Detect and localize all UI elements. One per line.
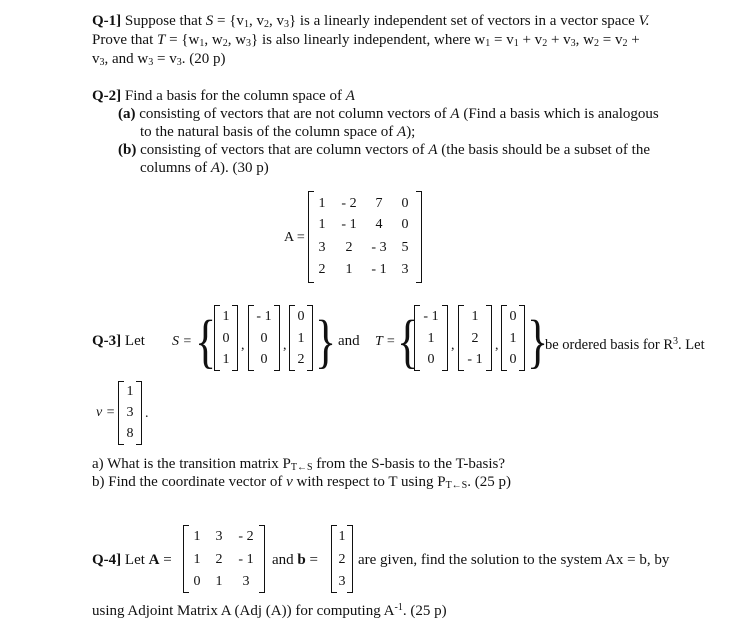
q2-part-a-line-1: (a) consisting of vectors that are not column vectors of A (Find a basis which is analogous bbox=[118, 106, 659, 122]
q3-label: Q-3] bbox=[92, 333, 122, 349]
vector-entry: 1 bbox=[222, 309, 230, 324]
q3-question-b: b) Find the coordinate vector of v with respect to T using $P_{T\leftarrow S}$. (25 p) bbox=[92, 474, 511, 491]
matrix-cell: - 2 bbox=[238, 529, 254, 544]
vector-entry: 1 bbox=[126, 384, 134, 399]
q1-line-1: Q-1] Suppose that $S = \{v_1$, $v_2$, $v_3$} is a linearly independent set of vectors in a vector space V. bbox=[92, 13, 650, 30]
s-vector-1 bbox=[214, 305, 238, 371]
right-bracket bbox=[416, 191, 422, 283]
vector-entry: 0 bbox=[260, 352, 268, 367]
t-vector-1 bbox=[414, 305, 448, 371]
vector-entry: - 1 bbox=[467, 352, 483, 367]
matrix-cell: 5 bbox=[401, 240, 409, 255]
vector-entry: 1 bbox=[297, 331, 305, 346]
q2-label: Q-2] bbox=[92, 88, 122, 104]
comma: , bbox=[451, 338, 455, 353]
matrix-cell: - 1 bbox=[238, 552, 254, 567]
q1-line-3: $v_3$, and $w_3 = v_3$. (20 p) bbox=[92, 51, 226, 68]
q4-vector-b bbox=[331, 525, 353, 593]
matrix-cell: 3 bbox=[242, 574, 250, 589]
matrix-cell: 2 bbox=[318, 262, 326, 277]
q4-and-b: and b = bbox=[272, 552, 318, 568]
matrix-cell: 3 bbox=[215, 529, 223, 544]
matrix-cell: 0 bbox=[193, 574, 201, 589]
matrix-cell: 0 bbox=[401, 217, 409, 232]
t-vector-2 bbox=[458, 305, 492, 371]
matrix-cell: 1 bbox=[193, 529, 201, 544]
matrix-cell: - 2 bbox=[341, 196, 357, 211]
q2-part-b-line-2: columns of A). (30 p) bbox=[140, 160, 269, 176]
matrix-cell: 1 bbox=[345, 262, 353, 277]
vector-entry: 1 bbox=[471, 309, 479, 324]
q3-label-line: Q-3] Let bbox=[92, 333, 145, 349]
q4-matrix-a bbox=[183, 525, 265, 593]
vector-entry: 2 bbox=[471, 331, 479, 346]
vector-entry: 0 bbox=[427, 352, 435, 367]
vector-entry: 3 bbox=[338, 574, 346, 589]
comma: , bbox=[283, 338, 287, 353]
matrix-cell: 7 bbox=[375, 196, 383, 211]
q3-and: and bbox=[338, 333, 360, 349]
comma: , bbox=[241, 338, 245, 353]
vector-entry: 0 bbox=[222, 331, 230, 346]
left-brace: { bbox=[195, 308, 217, 375]
matrix-cell: 2 bbox=[215, 552, 223, 567]
matrix-cell: 1 bbox=[193, 552, 201, 567]
v-vector bbox=[118, 381, 142, 445]
q3-v-label: v = bbox=[96, 405, 116, 420]
vector-entry: 2 bbox=[297, 352, 305, 367]
s-vector-2 bbox=[248, 305, 280, 371]
vector-entry: 2 bbox=[338, 552, 346, 567]
q2-matrix-label: A = bbox=[284, 230, 305, 245]
t-vector-3 bbox=[501, 305, 525, 371]
q3-question-a: a) What is the transition matrix $P_{T\leftarrow S}$ from the S-basis to the T-basis? bbox=[92, 456, 506, 473]
q4-label-line: Q-4] Let A = bbox=[92, 552, 172, 568]
vector-entry: 0 bbox=[297, 309, 305, 324]
q2-matrix-a bbox=[308, 191, 422, 283]
q4-label: Q-4] bbox=[92, 552, 122, 568]
vector-entry: 1 bbox=[222, 352, 230, 367]
q2-part-b-line-1: (b) consisting of vectors that are column vectors of A (the basis should be a subset of the bbox=[118, 142, 650, 158]
q2-part-a-line-2: to the natural basis of the column space of A); bbox=[140, 124, 416, 140]
q3-s-label: S = bbox=[172, 334, 192, 349]
s-vector-3 bbox=[289, 305, 313, 371]
comma: , bbox=[495, 338, 499, 353]
q1-label: Q-1] bbox=[92, 13, 122, 29]
q2-line-1: Q-2] Find a basis for the column space of A bbox=[92, 88, 355, 104]
matrix-cell: 1 bbox=[318, 217, 326, 232]
vector-entry: 1 bbox=[509, 331, 517, 346]
matrix-cell: 1 bbox=[215, 574, 223, 589]
matrix-cell: 2 bbox=[345, 240, 353, 255]
vector-entry: 8 bbox=[126, 426, 134, 441]
vector-entry: 0 bbox=[509, 352, 517, 367]
vector-entry: 0 bbox=[509, 309, 517, 324]
left-brace: { bbox=[397, 308, 419, 375]
matrix-cell: 3 bbox=[318, 240, 326, 255]
q4-tail: are given, find the solution to the system Ax = b, by bbox=[358, 552, 670, 568]
q1-line-2: Prove that $T = \{w_1$, $w_2$, $w_3$} is also linearly independent, where $w_1 = v_1 + v_2 + v_3$, $w_2 = v_2$ + bbox=[92, 32, 640, 49]
vector-entry: 1 bbox=[338, 529, 346, 544]
matrix-cell: - 1 bbox=[341, 217, 357, 232]
matrix-cell: - 1 bbox=[371, 262, 387, 277]
period: . bbox=[145, 406, 149, 421]
vector-entry: 0 bbox=[260, 331, 268, 346]
matrix-cell: 1 bbox=[318, 196, 326, 211]
matrix-cell: 0 bbox=[401, 196, 409, 211]
matrix-cell: - 3 bbox=[371, 240, 387, 255]
vector-entry: 3 bbox=[126, 405, 134, 420]
matrix-cell: 3 bbox=[401, 262, 409, 277]
q3-t-label: T = bbox=[375, 334, 396, 349]
q4-line-2: using Adjoint Matrix A (Adj (A)) for computing $A^{-1}$. (25 p) bbox=[92, 602, 447, 619]
matrix-cell: 4 bbox=[375, 217, 383, 232]
right-brace: } bbox=[315, 308, 337, 375]
q3-tail: be ordered basis for $R^3$. Let bbox=[545, 336, 705, 353]
vector-entry: - 1 bbox=[256, 309, 272, 324]
vector-entry: 1 bbox=[427, 331, 435, 346]
vector-entry: - 1 bbox=[423, 309, 439, 324]
right-brace: } bbox=[527, 308, 549, 375]
